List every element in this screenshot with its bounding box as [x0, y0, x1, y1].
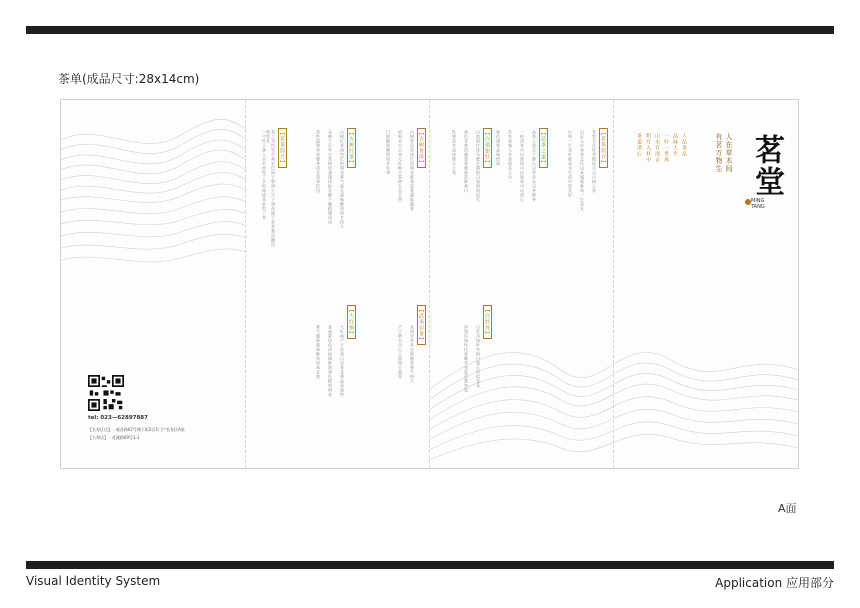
brand-sub-en: MING TANG: [751, 198, 765, 210]
footer-section: Application 应用部分: [715, 576, 834, 590]
poem-line: 山水有清音: [654, 133, 660, 163]
text-column: 口感醇厚顺滑回甘生津: [386, 130, 391, 175]
section-heading: 【茗茶简介】: [600, 130, 606, 166]
phone-number: tel: 023—62897887: [88, 415, 148, 421]
section-heading: 【白牡丹】: [484, 307, 490, 337]
text-column: 武夷岩茶具岩韵醇厚香气持久: [410, 325, 415, 384]
text-column: 观色闻香品味悟道: [496, 130, 501, 166]
fold-line: [429, 100, 430, 468]
text-column: 汤色杏黄清澈毫香蜜韵清鲜爽口: [464, 130, 469, 193]
text-column: 条索紧结色泽绿褐鲜润汤色橙黄明亮: [328, 325, 333, 397]
address-block: [88, 426, 185, 442]
text-column: 茗堂专注好茶精选名山古树之茶: [592, 130, 597, 193]
brochure-a-side: [60, 99, 799, 469]
bottom-bar: [26, 561, 834, 569]
poem-line: 一叶一世界: [663, 133, 669, 163]
brand-tagline: 有茗万物生: [715, 133, 723, 173]
section-heading: 【品茶之道】: [540, 130, 546, 166]
text-column: 白牡丹绿叶夹银白毫心形似花朵: [476, 325, 481, 388]
text-column: 冲泡后绿叶托着嫩芽宛如蓓蕾初放: [464, 325, 469, 393]
text-column: 采摘于百年古茶树经萎凋揉捻发酵干燥精制而成: [328, 130, 333, 225]
text-column: 大红袍产于武夷山岩骨花香品质独特: [340, 325, 345, 397]
section-heading: 【白毫银针】: [484, 130, 490, 166]
qr-code: [88, 375, 124, 411]
section-heading: 【大红袍】: [348, 307, 354, 337]
text-column: 古树红茶汤色红艳明亮香气高长滋味醇厚回甘持久: [340, 130, 345, 229]
text-column: 茶之为饮发乎神农氏闻于鲁周公兴于唐而盛于宋茶香清幽回味悠长: [266, 130, 276, 247]
section-heading: 【古树普洱】: [418, 130, 424, 166]
section-heading: 【茗茶简介】: [279, 130, 285, 166]
text-column: 产于碧水丹山之间得天独厚: [398, 325, 403, 379]
face-label: A面: [778, 502, 797, 515]
footer-title: Visual Identity System: [26, 574, 161, 588]
text-column: 古树普洱茶汤红浓明亮陈香显著越陈越香: [410, 130, 415, 211]
section-heading: 【武夷岩茶】: [418, 307, 424, 343]
text-column: 原料采自云南大叶种古茶树生态天然: [398, 130, 403, 202]
address-line: 【长寿区店】 · 观音路67号博子街2区1门户长寿区A座: [88, 427, 185, 432]
poem-line: 品味人生: [672, 133, 678, 157]
text-column: 一片叶子落入水中改变了水的味道从此有了茶: [262, 130, 267, 220]
poem-line: 茶道清心: [636, 133, 642, 157]
section-heading: 【古树红茶】: [348, 130, 354, 166]
brand-logo: 茗堂: [749, 134, 784, 198]
brand-tagline: 人在草木间: [725, 133, 733, 173]
top-bar: [26, 26, 834, 34]
fold-line: [245, 100, 246, 468]
text-column: 让每一片茶叶都成为生活中的美好: [568, 130, 573, 198]
text-column: 以匠心传承茶文化以真诚服务每一位茶友: [580, 130, 585, 211]
fold-line: [613, 100, 614, 468]
text-column: 品茶之道在于静心以茶会友以茶修身: [532, 130, 537, 202]
text-column: 茶性温和养胃暖身适宜四季饮用: [316, 130, 321, 193]
spec-label: 茶单(成品尺寸:28x14cm): [58, 72, 200, 86]
address-line: 【人和店】 · 花溪路69号1-1: [88, 435, 140, 440]
text-column: 香气馥郁滋味醇厚回味甘爽: [316, 325, 321, 379]
text-column: 白毫银针芽头肥壮满披白毫如银似雪: [476, 130, 481, 202]
text-column: 一杯清茶可以涤烦可以致和可以清心: [520, 130, 525, 202]
text-column: 性寒凉有退热降火之效: [452, 130, 457, 175]
poem-line: 人品茶品: [681, 133, 687, 157]
text-column: 茶有真味人有真情茶人合一: [508, 130, 513, 184]
poem-line: 明月入杯中: [645, 133, 651, 163]
